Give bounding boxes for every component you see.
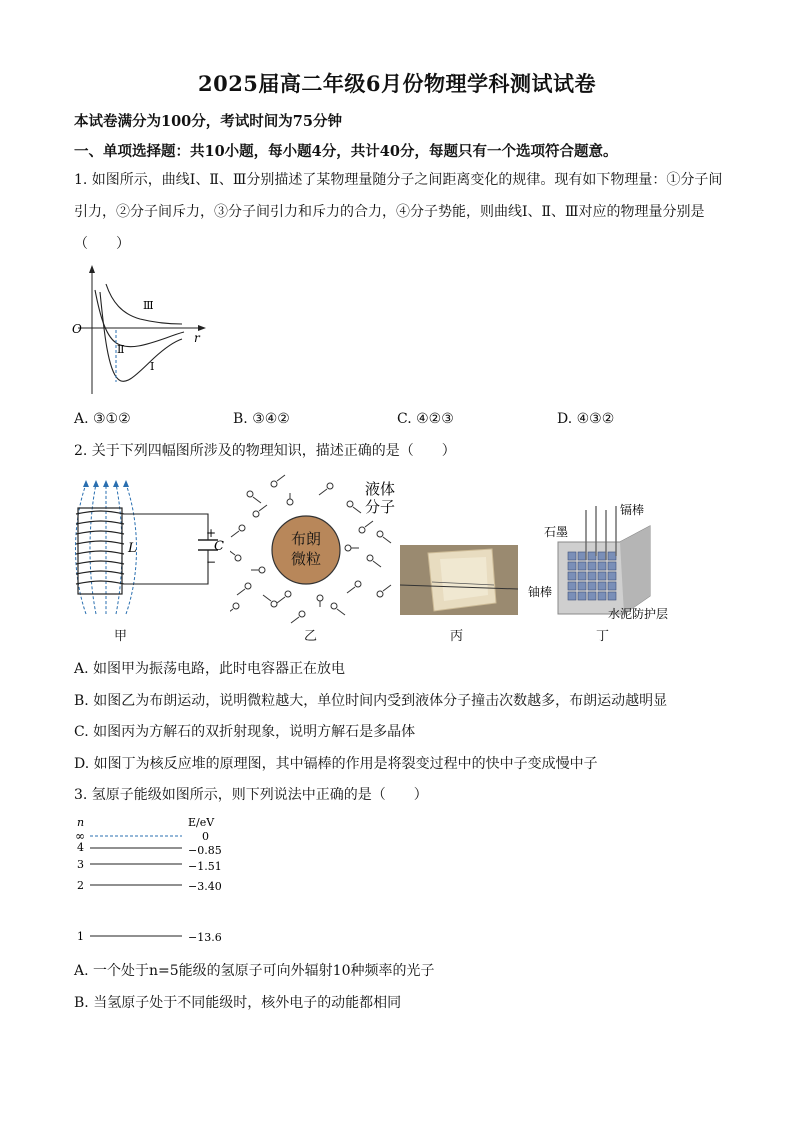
e-3: −1.51 xyxy=(188,860,222,873)
q1-potential-graph xyxy=(70,262,210,398)
liquid-molecule xyxy=(317,595,323,601)
e-inf: 0 xyxy=(202,830,209,843)
liquid-molecule xyxy=(245,583,251,589)
velocity-arrow xyxy=(237,589,245,595)
velocity-arrow xyxy=(337,609,345,615)
uranium-label: 铀棒 xyxy=(528,585,553,599)
liquid-molecule xyxy=(235,555,241,561)
graphite-block xyxy=(568,582,576,590)
velocity-arrow xyxy=(373,561,381,567)
inductor-label: L xyxy=(128,541,137,556)
liquid-molecule xyxy=(377,531,383,537)
liquid-molecule xyxy=(239,525,245,531)
velocity-arrow xyxy=(259,505,267,511)
y-axis-arrow xyxy=(89,265,95,273)
label-curve-3: Ⅲ xyxy=(143,299,154,312)
crystal-highlight xyxy=(440,557,488,601)
liquid-molecule xyxy=(331,603,337,609)
q1-stem-line2: 引力，②分子间斥力，③分子间引力和斥力的合力，④分子势能，则曲线Ⅰ、Ⅱ、Ⅲ对应的物理量分别是 xyxy=(74,204,705,220)
velocity-arrow xyxy=(277,475,285,481)
graphite-block xyxy=(588,592,596,600)
graphite-block xyxy=(608,582,616,590)
capacitor-label: C xyxy=(214,539,224,554)
q1-option-d[interactable]: D. ④③② xyxy=(557,411,615,427)
field-arrow-icons xyxy=(83,480,129,487)
graphite-block xyxy=(578,572,586,580)
liquid-molecule xyxy=(271,481,277,487)
e-4: −0.85 xyxy=(188,844,222,857)
particle-label-2: 微粒 xyxy=(290,550,322,568)
velocity-arrow xyxy=(353,507,361,513)
graphite-block xyxy=(598,592,606,600)
q2-option-a[interactable]: A. 如图甲为振荡电路，此时电容器正在放电 xyxy=(74,661,346,677)
q3-option-a[interactable]: A. 一个处于n=5能级的氢原子可向外辐射10种频率的光子 xyxy=(74,963,435,979)
liquid-molecule xyxy=(355,581,361,587)
liquid-molecule xyxy=(347,501,353,507)
r-axis-label: r xyxy=(194,331,200,345)
q1-stem-line3: （ ） xyxy=(74,236,130,252)
q3-stem: 3. 氢原子能级如图所示，则下列说法中正确的是（ ） xyxy=(74,787,428,803)
page-title: 2025届高二年级6月份物理学科测试试卷 xyxy=(197,71,597,96)
cadmium-label: 镉棒 xyxy=(620,503,645,517)
n-2: 2 xyxy=(77,879,84,892)
liquid-label-2: 分子 xyxy=(364,498,396,516)
section-heading: 一、单项选择题：共10小题，每小题4分，共计40分，每题只有一个选项符合题意。 xyxy=(74,143,618,160)
graphite-block xyxy=(608,592,616,600)
liquid-molecule xyxy=(377,591,383,597)
capacitor-plus: + xyxy=(206,526,217,540)
particle-label-1: 布朗 xyxy=(290,530,322,548)
graphite-block xyxy=(608,562,616,570)
liquid-molecule xyxy=(359,527,365,533)
liquid-molecule xyxy=(285,591,291,597)
fig-bing-caption: 丙 xyxy=(450,629,464,644)
graphite-block xyxy=(578,552,586,560)
exam-info: 本试卷满分为100分，考试时间为75分钟 xyxy=(74,113,342,130)
velocity-arrow xyxy=(263,595,271,601)
fig-yi-brownian xyxy=(230,474,402,624)
cement-label: 水泥防护层 xyxy=(608,607,669,621)
liquid-molecule xyxy=(253,511,259,517)
velocity-arrow xyxy=(253,497,261,503)
graphite-block xyxy=(598,582,606,590)
liquid-label-1: 液体 xyxy=(364,480,396,498)
q1-option-c[interactable]: C. ④②③ xyxy=(397,411,454,427)
graphite-block xyxy=(578,562,586,570)
graphite-block xyxy=(598,552,606,560)
q1-option-b[interactable]: B. ③④② xyxy=(233,411,290,427)
label-curve-2: Ⅱ xyxy=(117,343,125,356)
graphite-block xyxy=(588,572,596,580)
liquid-molecule xyxy=(327,483,333,489)
inductor-coil xyxy=(76,511,124,584)
n-header: n xyxy=(77,816,85,829)
velocity-arrow xyxy=(291,617,299,623)
velocity-arrow xyxy=(230,609,233,615)
origin-label: O xyxy=(72,322,82,336)
fig-ding-caption: 丁 xyxy=(596,629,610,644)
q2-stem: 2. 关于下列四幅图所涉及的物理知识，描述正确的是（ ） xyxy=(74,443,456,459)
graphite-block xyxy=(578,592,586,600)
graphite-block xyxy=(588,582,596,590)
fig-jia-lc-circuit xyxy=(66,474,226,624)
graphite-block xyxy=(568,552,576,560)
e-1: −13.6 xyxy=(188,931,222,944)
graphite-block xyxy=(568,592,576,600)
q3-option-b[interactable]: B. 当氢原子处于不同能级时，核外电子的动能都相同 xyxy=(74,995,402,1011)
q2-option-b[interactable]: B. 如图乙为布朗运动，说明微粒越大，单位时间内受到液体分子撞击次数越多，布朗运动越明显 xyxy=(74,693,668,709)
e-header: E/eV xyxy=(188,816,215,829)
fig-jia-caption: 甲 xyxy=(114,629,128,644)
fig-bing-calcite-photo xyxy=(400,545,518,615)
q1-stem-line1: 1. 如图所示，曲线Ⅰ、Ⅱ、Ⅲ分别描述了某物理量随分子之间距离变化的规律。现有如下物理量：①分子间 xyxy=(74,172,723,188)
liquid-molecule xyxy=(259,567,265,573)
fig-ding-reactor xyxy=(528,500,678,624)
liquid-molecule xyxy=(247,491,253,497)
e-2: −3.40 xyxy=(188,880,222,893)
liquid-molecule xyxy=(299,611,305,617)
velocity-arrow xyxy=(383,585,391,591)
graphite-label: 石墨 xyxy=(544,525,569,539)
velocity-arrow xyxy=(365,521,373,527)
liquid-molecule xyxy=(271,601,277,607)
liquid-molecule xyxy=(367,555,373,561)
n-inf: ∞ xyxy=(75,829,85,843)
n-3: 3 xyxy=(77,858,84,871)
n-1: 1 xyxy=(77,930,84,943)
capacitor-minus: − xyxy=(206,555,217,569)
label-curve-1: Ⅰ xyxy=(150,360,155,373)
graphite-block xyxy=(608,572,616,580)
liquid-molecule xyxy=(287,499,293,505)
top-wire xyxy=(124,514,208,540)
velocity-arrow xyxy=(231,531,239,537)
q2-option-d[interactable]: D. 如图丁为核反应堆的原理图，其中镉棒的作用是将裂变过程中的快中子变成慢中子 xyxy=(74,756,598,772)
graphite-block xyxy=(608,552,616,560)
liquid-molecule xyxy=(345,545,351,551)
velocity-arrow xyxy=(383,537,391,543)
n-4: 4 xyxy=(77,841,84,854)
q2-option-c[interactable]: C. 如图丙为方解石的双折射现象，说明方解石是多晶体 xyxy=(74,724,416,740)
graphite-block xyxy=(588,562,596,570)
graphite-grid xyxy=(568,552,616,600)
q3-energy-level-diagram xyxy=(70,814,230,950)
graphite-block xyxy=(578,582,586,590)
q1-option-a[interactable]: A. ③①② xyxy=(74,411,131,427)
graphite-block xyxy=(568,572,576,580)
velocity-arrow xyxy=(319,489,327,495)
liquid-molecule xyxy=(233,603,239,609)
graphite-block xyxy=(568,562,576,570)
graphite-block xyxy=(588,552,596,560)
graphite-block xyxy=(598,572,606,580)
fig-yi-caption: 乙 xyxy=(304,629,318,644)
velocity-arrow xyxy=(347,587,355,593)
velocity-arrow xyxy=(230,549,235,555)
graphite-block xyxy=(598,562,606,570)
velocity-arrow xyxy=(277,597,285,603)
